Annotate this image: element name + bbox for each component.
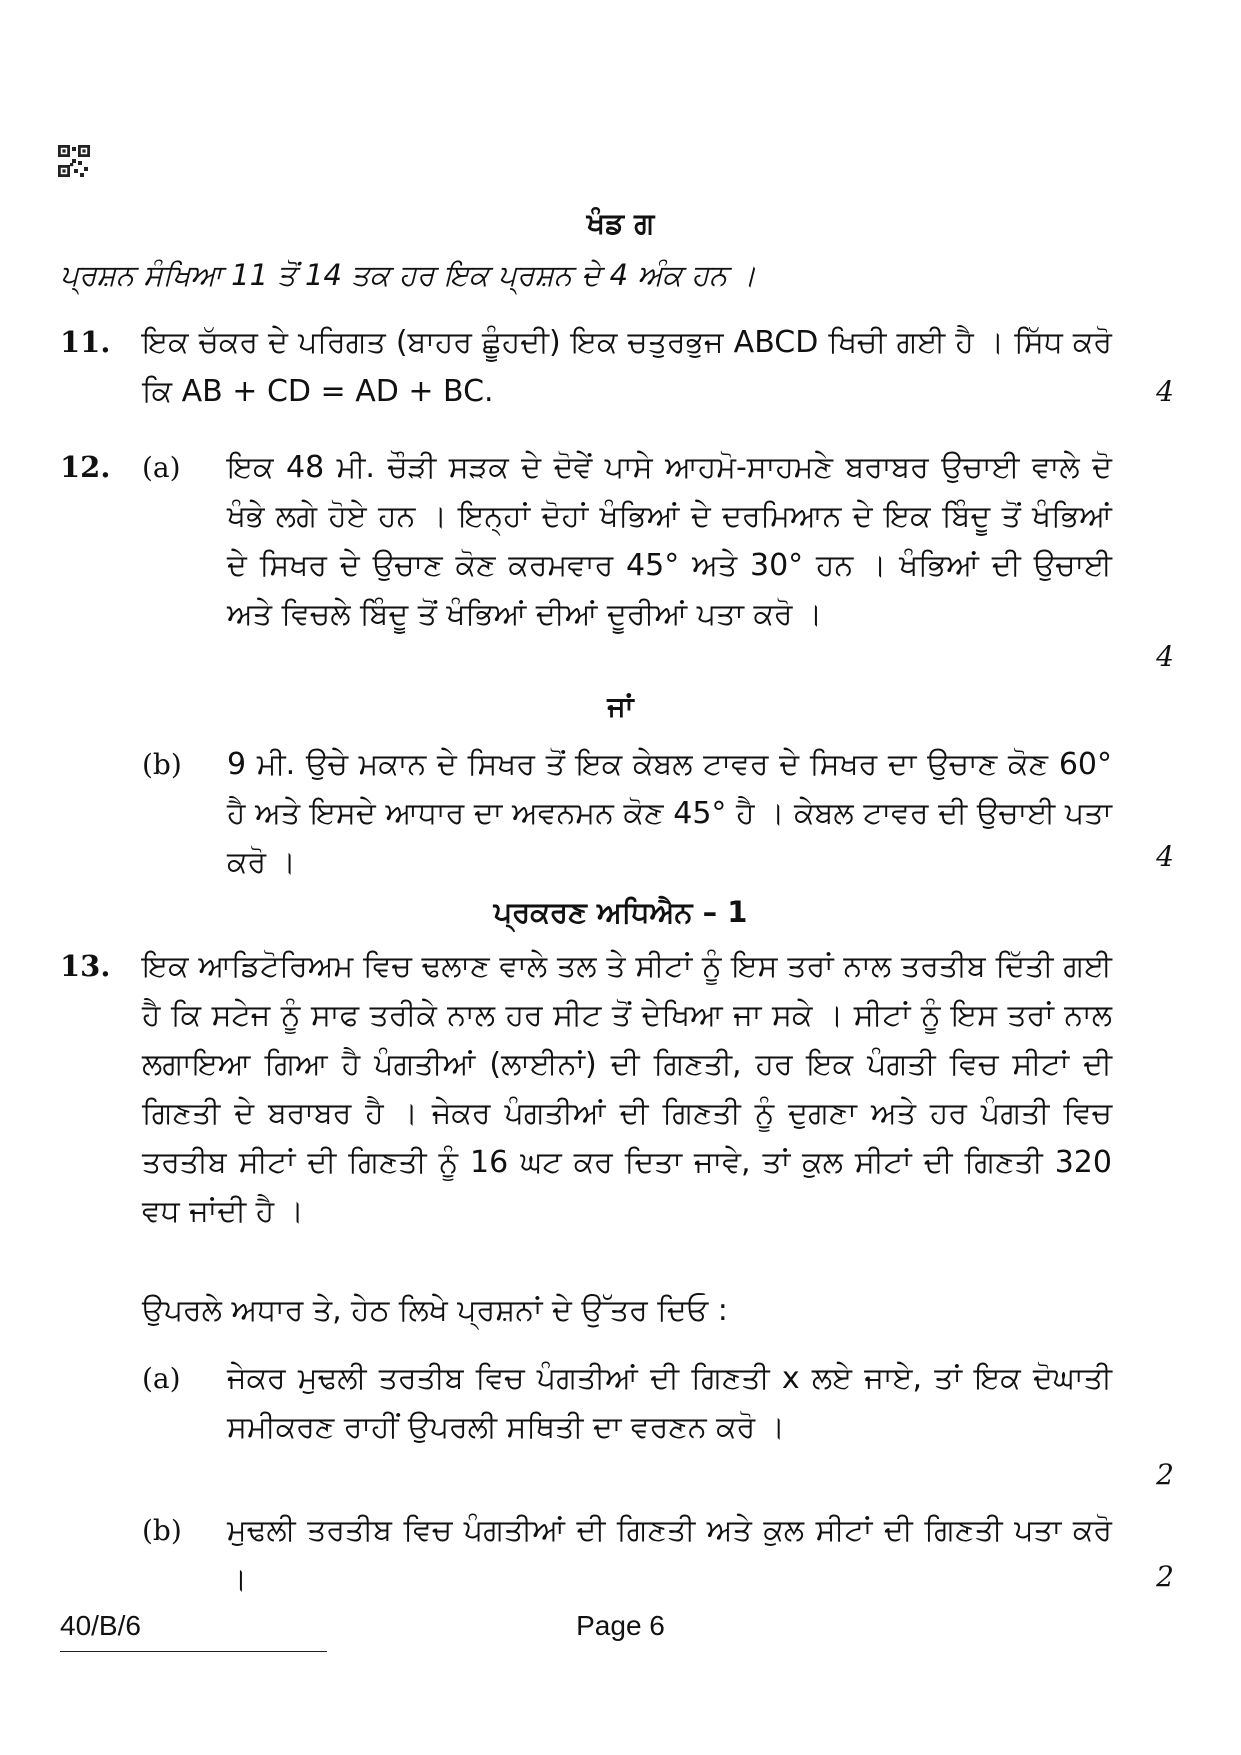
marks-q12a: 4 — [1156, 640, 1174, 673]
question-number: 13. — [60, 949, 111, 983]
question-text: ਇਕ ਆਡਿਟੋਰਿਅਮ ਵਿਚ ਢਲਾਣ ਵਾਲੇ ਤਲ ਤੇ ਸੀਟਾਂ ਨੂੰ ਇਸ ਤਰਾਂ ਨਾਲ ਤਰਤੀਬ ਦਿੱਤੀ ਗਈ ਹੈ ਕਿ ਸਟੇਜ ਨੂੰ ਸਾਫ ਤਰੀਕੇ ਨਾਲ ਹਰ ਸੀਟ ਤੋਂ ਦੇਖਿਆ ਜਾ ਸਕੇ । ਸੀਟਾਂ ਨੂੰ ਇਸ ਤਰਾਂ ਨਾਲ ਲਗਾਇਆ ਗਿਆ ਹੈ ਪੰਗਤੀਆਂ (ਲਾਈਨਾਂ) ਦੀ ਗਿਣਤੀ, ਹਰ ਇਕ ਪੰਗਤੀ ਵਿਚ ਸੀਟਾਂ ਦੀ ਗਿਣਤੀ ਦੇ ਬਰਾਬਰ ਹੈ । ਜੇਕਰ ਪੰਗਤੀਆਂ ਦੀ ਗਿਣਤੀ ਨੂੰ ਦੁਗਣਾ ਅਤੇ ਹਰ ਪੰਗਤੀ ਵਿਚ ਤਰਤੀਬ ਸੀਟਾਂ ਦੀ ਗਿਣਤੀ ਨੂੰ 16 ਘਟ ਕਰ ਦਿਤਾ ਜਾਵੇ, ਤਾਂ ਕੁਲ ਸੀਟਾਂ ਦੀ ਗਿਣਤੀ 320 ਵਧ ਜਾਂਦੀ ਹੈ । — [142, 949, 1112, 1229]
footer-rule — [60, 1651, 327, 1652]
part-text: ਇਕ 48 ਮੀ. ਚੌੜੀ ਸੜਕ ਦੇ ਦੋਵੇਂ ਪਾਸੇ ਆਹਮੋ-ਸਾਹਮਣੇ ਬਰਾਬਰ ਉਚਾਈ ਵਾਲੇ ਦੋ ਖੰਭੇ ਲਗੇ ਹੋਏ ਹਨ । ਇਨ੍ਹਾਂ ਦੋਹਾਂ ਖੰਭਿਆਂ ਦੇ ਦਰਮਿਆਨ ਦੇ ਇਕ ਬਿੰਦੂ ਤੋਂ ਖੰਭਿਆਂ ਦੇ ਸਿਖਰ ਦੇ ਉਚਾਣ ਕੋਣ ਕਰਮਵਾਰ 45° ਅਤੇ 30° ਹਨ । ਖੰਭਿਆਂ ਦੀ ਉਚਾਈ ਅਤੇ ਵਿਚਲੇ ਬਿੰਦੂ ਤੋਂ ਖੰਭਿਆਂ ਦੀਆਂ ਦੂਰੀਆਂ ਪਤਾ ਕਰੋ । — [227, 450, 1112, 632]
question-number: 12. — [60, 450, 111, 484]
marks-q11: 4 — [1156, 375, 1174, 408]
section-title: ਖੰਡ ਗ — [586, 206, 655, 240]
part-text: ਮੁਢਲੀ ਤਰਤੀਬ ਵਿਚ ਪੰਗਤੀਆਂ ਦੀ ਗਿਣਤੀ ਅਤੇ ਕੁਲ ਸੀਟਾਂ ਦੀ ਗਿਣਤੀ ਪਤਾ ਕਰੋ । — [227, 1513, 1112, 1597]
section-instruction: ਪ੍ਰਸ਼ਨ ਸੰਖਿਆ 11 ਤੋਂ 14 ਤਕ ਹਰ ਇਕ ਪ੍ਰਸ਼ਨ ਦੇ 4 ਅੰਕ ਹਨ । — [60, 258, 756, 292]
qr-code-icon — [58, 145, 90, 177]
page-number: Page 6 — [576, 1610, 665, 1641]
case-study-title: ਪ੍ਰਕਰਣ ਅਧਿਐਨ – 1 — [493, 895, 748, 929]
question-text: ਇਕ ਚੱਕਰ ਦੇ ਪਰਿਗਤ (ਬਾਹਰ ਛੂੰਹਦੀ) ਇਕ ਚਤੁਰਭੁਜ ABCD ਖਿਚੀ ਗਈ ਹੈ । ਸਿੱਧ ਕਰੋ ਕਿ AB + CD = AD + BC. — [142, 325, 1112, 409]
or-divider: ਜਾਂ — [607, 690, 634, 723]
part-text: ਜੇਕਰ ਮੁਢਲੀ ਤਰਤੀਬ ਵਿਚ ਪੰਗਤੀਆਂ ਦੀ ਗਿਣਤੀ x ਲਏ ਜਾਏ, ਤਾਂ ਇਕ ਦੋਘਾਤੀ ਸਮੀਕਰਣ ਰਾਹੀਂ ਉਪਰਲੀ ਸਥਿਤੀ ਦਾ ਵਰਣਨ ਕਰੋ । — [227, 1361, 1112, 1445]
marks-q13b: 2 — [1156, 1560, 1174, 1593]
prompt-text: ਉਪਰਲੇ ਅਧਾਰ ਤੇ, ਹੇਠ ਲਿਖੇ ਪ੍ਰਸ਼ਨਾਂ ਦੇ ਉੱਤਰ ਦਿਓ : — [142, 1293, 728, 1328]
part-label: (b) — [142, 748, 182, 781]
question-number: 11. — [60, 325, 111, 359]
paper-code: 40/B/6 — [60, 1610, 141, 1641]
marks-q12b: 4 — [1156, 840, 1174, 873]
part-label: (a) — [142, 451, 181, 484]
part-label: (a) — [142, 1362, 181, 1395]
part-text: 9 ਮੀ. ਉਚੇ ਮਕਾਨ ਦੇ ਸਿਖਰ ਤੋਂ ਇਕ ਕੇਬਲ ਟਾਵਰ ਦੇ ਸਿਖਰ ਦਾ ਉਚਾਣ ਕੋਣ 60° ਹੈ ਅਤੇ ਇਸਦੇ ਆਧਾਰ ਦਾ ਅਵਨਮਨ ਕੋਣ 45° ਹੈ । ਕੇਬਲ ਟਾਵਰ ਦੀ ਉਚਾਈ ਪਤਾ ਕਰੋ । — [227, 747, 1112, 880]
part-label: (b) — [142, 1514, 182, 1547]
marks-q13a: 2 — [1156, 1458, 1174, 1491]
